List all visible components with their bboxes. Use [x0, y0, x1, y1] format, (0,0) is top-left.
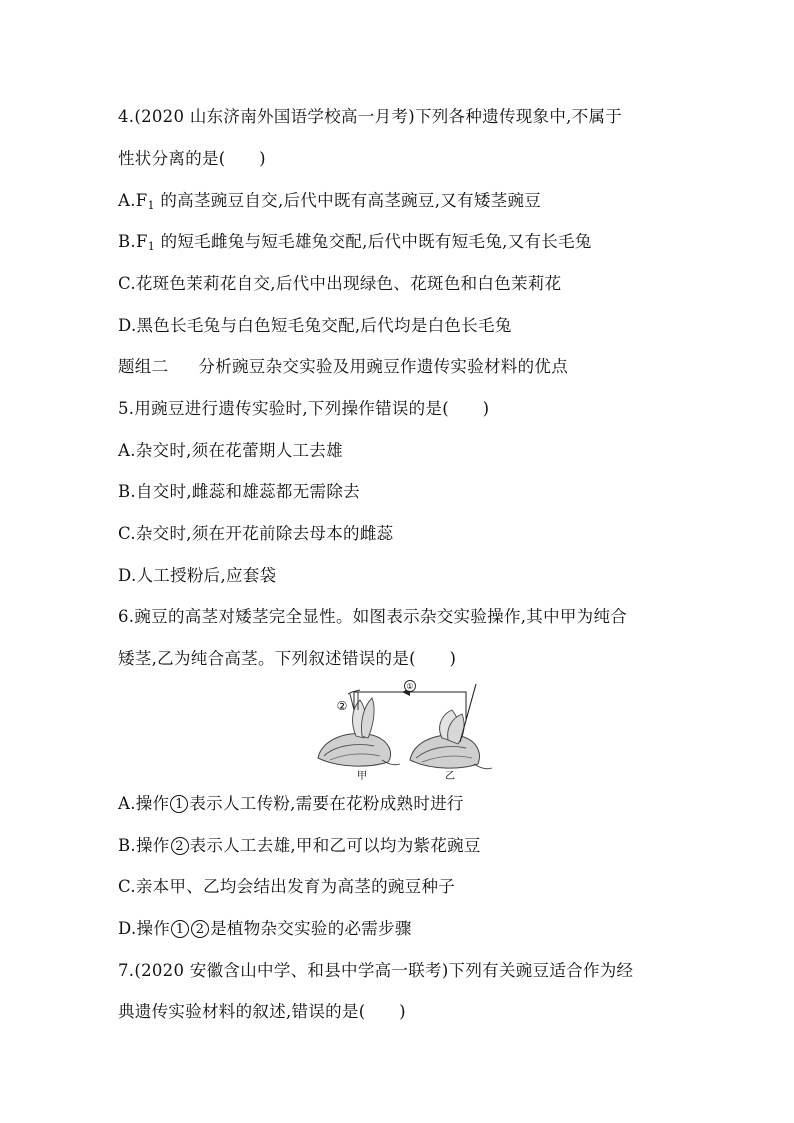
- q5-option-b: B.自交时,雌蕊和雄蕊都无需除去: [118, 482, 360, 501]
- q7-stem-line2: 典遗传实验材料的叙述,错误的是( ): [118, 1002, 406, 1021]
- q4-option-b: $B.F_1$ 的短毛雌兔与短毛雄兔交配,后代中既有短毛兔,又有长毛兔: [118, 232, 592, 253]
- circled-1: 1: [171, 920, 189, 938]
- q4-option-c: C.花斑色茉莉花自交,后代中出现绿色、花斑色和白色茉莉花: [118, 274, 562, 293]
- q4-option-d: D.黑色长毛兔与白色短毛兔交配,后代均是白色长毛兔: [118, 316, 512, 335]
- q6-stem-line1: 6.豌豆的高茎对矮茎完全显性。如图表示杂交实验操作,其中甲为纯合: [118, 607, 628, 626]
- circled-2: 2: [171, 837, 189, 855]
- q5-option-a: A.杂交时,须在花蕾期人工去雄: [118, 441, 343, 460]
- group2-heading: [118, 356, 568, 378]
- group2-label: 题组二: [118, 357, 169, 376]
- q6-option-a: A.操作 1 表示人工传粉,需要在花粉成熟时进行: [118, 794, 464, 813]
- label-jia: 甲: [357, 771, 367, 780]
- circled-2: 2: [191, 920, 209, 938]
- q5-option-c: C.杂交时,须在开花前除去母本的雌蕊: [118, 524, 394, 543]
- q6-stem-line2: 矮茎,乙为纯合高茎。下列叙述错误的是( ): [118, 649, 457, 668]
- q4-stem-line2: 性状分离的是( ): [118, 149, 266, 168]
- q5-option-d: D.人工授粉后,应套袋: [118, 566, 277, 585]
- q5-stem: 5.用豌豆进行遗传实验时,下列操作错误的是( ): [118, 399, 490, 418]
- q4-option-a: $A.F_1$ 的高茎豌豆自交,后代中既有高茎豌豆,又有矮茎豌豆: [118, 191, 542, 212]
- q7-stem-line1: 7.(2020 安徽含山中学、和县中学高一联考)下列有关豌豆适合作为经: [118, 961, 634, 980]
- pea-flower-diagram: [310, 680, 495, 780]
- flower-right-yi: [410, 684, 492, 769]
- flower-left-jia: [318, 690, 400, 766]
- label-yi: 乙: [445, 771, 455, 780]
- q6-option-d: D.操作 1 2 是植物杂交实验的必需步骤: [118, 919, 412, 938]
- brush-icon: [460, 684, 476, 742]
- circled-1: 1: [170, 795, 188, 813]
- q6-option-b: B.操作 2 表示人工去雄,甲和乙可以均为紫花豌豆: [118, 836, 481, 855]
- pea-flower-figure: [310, 680, 495, 784]
- marker-2: ②: [336, 699, 348, 713]
- q6-option-c: C.亲本甲、乙均会结出发育为高茎的豌豆种子: [118, 877, 456, 896]
- marker-1: ①: [406, 682, 414, 691]
- q4-stem-line1: 4.(2020 山东济南外国语学校高一月考)下列各种遗传现象中,不属于: [118, 107, 623, 126]
- group2-title: 分析豌豆杂交实验及用豌豆作遗传实验材料的优点: [198, 357, 569, 376]
